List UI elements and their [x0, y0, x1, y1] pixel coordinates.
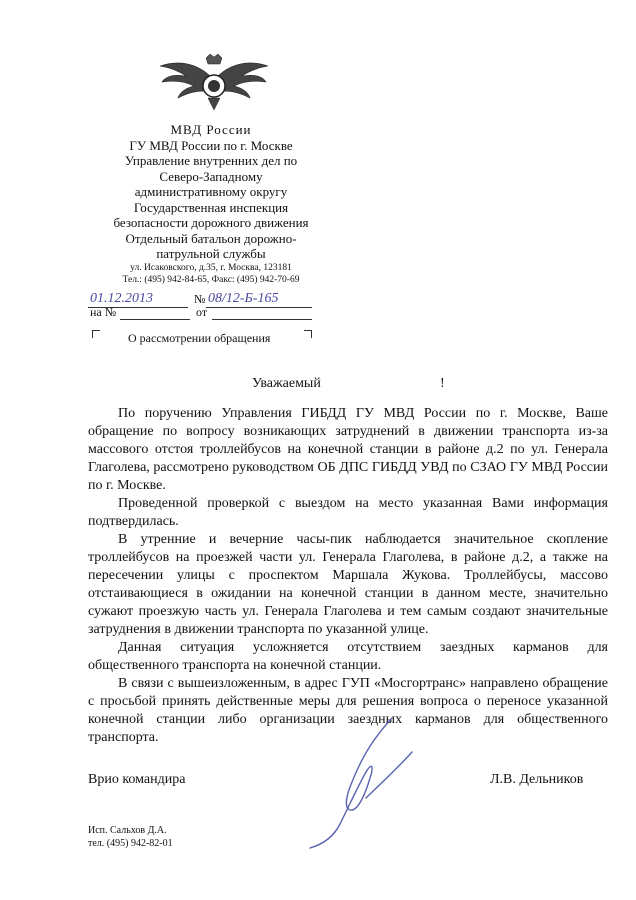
double-headed-eagle-emblem — [158, 52, 270, 112]
subject-line: О рассмотрении обращения — [128, 331, 271, 345]
greeting: Уважаемый — [252, 376, 321, 391]
letter-body — [88, 405, 608, 747]
handwritten-signature — [300, 712, 430, 852]
header-line: ГУ МВД России по г. Москве — [129, 137, 293, 153]
reply-number-label: на № — [90, 305, 117, 319]
executor-name: Исп. Сальхов Д.А. — [88, 825, 167, 836]
header-line: Управление внутренних дел по — [124, 153, 298, 168]
body-paragraph: Данная ситуация усложняется отсутствием заездных карманов для общественного транспорта на конечной станции. — [88, 640, 608, 673]
sender-header — [96, 122, 326, 286]
subject-corner-right — [304, 330, 312, 338]
header-line: Отдельный батальон дорожно- — [125, 230, 297, 246]
executor-block — [88, 824, 173, 850]
header-line: административному округу — [134, 184, 288, 199]
outgoing-number-label: № — [194, 292, 206, 306]
header-line: МВД России — [170, 122, 252, 137]
greeting-exclamation: ! — [440, 376, 445, 391]
number-underline — [206, 307, 312, 308]
reply-number-line — [120, 319, 190, 320]
header-line: безопасности дорожного движения — [113, 215, 309, 230]
outgoing-date: 01.12.2013 — [90, 291, 153, 306]
header-line: Государственная инспекция — [133, 199, 289, 215]
reply-from-line — [212, 319, 312, 320]
signatory-name: Л.В. Дельников — [490, 772, 584, 787]
subject-corner-left — [92, 330, 100, 338]
body-paragraph: Проведенной проверкой с выездом на место указанная Вами информация подтвердилась. — [88, 496, 608, 529]
header-phones: Тел.: (495) 942-84-65, Факс: (495) 942-70-69 — [122, 274, 300, 285]
outgoing-number: 08/12-Б-165 — [208, 291, 279, 306]
body-paragraph: В утренние и вечерние часы-пик наблюдается значительное скопление троллейбусов на проезжей части ул. Генерала Глаголева, в районе д.2, а также на пересечении улицы с проспектом Маршала Жукова. Троллейбусы, массово отстаивающиеся в ожидании на конечной станции в данном месте, значительно сужают проезжую часть ул. Генерала Глаголева и тем самым создают значительные затруднения в движении транспорта по указанной улице. — [88, 532, 608, 637]
reply-from-label: от — [196, 305, 208, 319]
executor-phone: тел. (495) 942-82-01 — [88, 838, 173, 849]
body-paragraph: В связи с вышеизложенным, в адрес ГУП «Мосгортранс» направлено обращение с просьбой принять действенные меры для решения вопроса о переносе указанной конечной станции либо организации заездных карманов для общественного транспорта. — [88, 676, 608, 745]
body-paragraph: По поручению Управления ГИБДД ГУ МВД России по г. Москве, Ваше обращение по вопросу возникающих затруднений в движении транспорта из-за массового отстоя троллейбусов на конечной станции в районе д.2 по ул. Генерала Глаголева, рассмотрено руководством ОБ ДПС ГИБДД УВД по СЗАО ГУ МВД России по г. Москве. — [88, 406, 608, 493]
header-address: ул. Исаковского, д.35, г. Москва, 123181 — [130, 262, 292, 273]
header-line: патрульной службы — [156, 246, 266, 261]
header-line: Северо-Западному — [159, 168, 263, 184]
signatory-position: Врио командира — [88, 772, 186, 787]
